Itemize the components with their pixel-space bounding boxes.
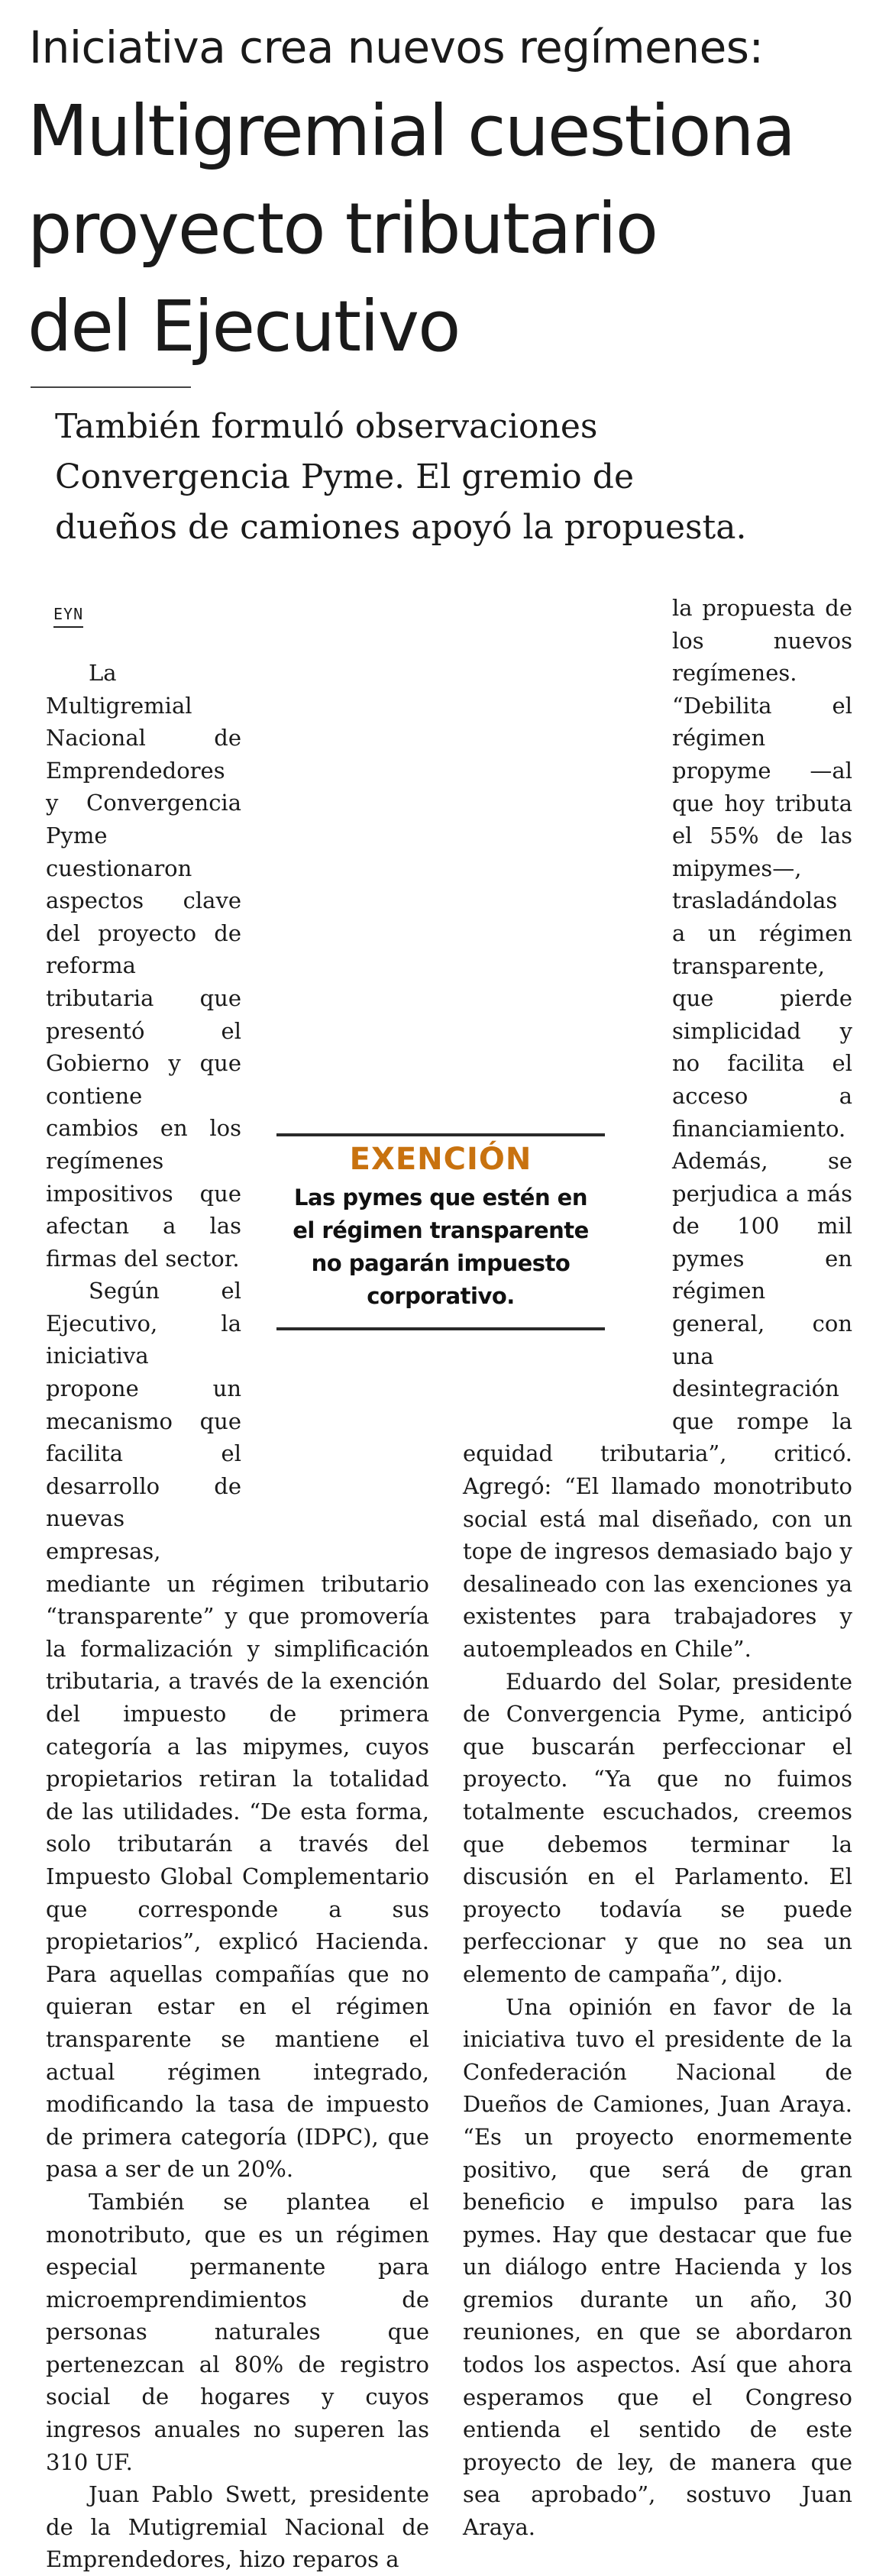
dek-line-1: También formuló observaciones — [55, 407, 598, 446]
kicker: Iniciativa crea nuevos regímenes: — [29, 21, 764, 73]
paragraph: También se plantea el monotributo, que es un régimen especial permanente para microemprendimientos de personas naturales que pertenezcan al 80% de registro social de hogares y cuyos ingresos anuales no superen las 310 UF. — [46, 2188, 429, 2475]
pullquote-line-2: el régimen transparente — [293, 1217, 589, 1243]
paragraph: La Multigremial Nacional de Emprendedores y Convergencia Pyme cuestionaron aspectos clave del proyecto de reforma tributaria que presentó el Gobierno y que contiene cambios en los regímenes impositivos que afectan a las firmas del sector. — [46, 660, 241, 1272]
dek-line-3: dueños de camiones apoyó la propuesta. — [55, 508, 747, 547]
paragraph: Eduardo del Solar, presidente de Convergencia Pyme, anticipó que buscarán perfeccionar el proyecto. “Ya que no fuimos totalmente escuchados, creemos que debemos terminar la discusión en el Parlamento. El proyecto todavía se puede perfeccionar y que no sea un elemento de campaña”, dijo. — [463, 1668, 852, 1987]
body-column-right — [463, 592, 852, 2541]
paragraph: Una opinión en favor de la iniciativa tuvo el presidente de la Confederación Nacional de Dueños de Camiones, Juan Araya. “Es un proyecto enormemente positivo, que será de gran beneficio e impulso para las pymes. Hay que destacar que fue un diálogo entre Hacienda y los gremios durante un año, 30 reuniones, en que se abordaron todos los aspectos. Así que ahora esperamos que el Congreso entienda el sentido de este proyecto de ley, de manera que sea aprobado”, sostuvo Juan Araya. — [463, 1993, 852, 2541]
paragraph: Juan Pablo Swett, presidente de la Mutigremial Nacional de Emprendedores, hizo reparos a — [46, 2481, 429, 2573]
paragraph: Según el Ejecutivo, la iniciativa propone un mecanismo que facilita el desarrollo de nuevas empresas, mediante un régimen tributario “transparente” y que promovería la formalización y simplificación tributaria, a través de la exención del impuesto de primera categoría a las mipymes, cuyos propietarios retiran la totalidad de las utilidades. “De esta forma, solo tributarán a través del Impuesto Global Complementario que corresponde a sus propietarios”, explicó Hacienda. Para aquellas compañías que no quieran estar en el régimen transparente se mantiene el actual régimen integrado, modificando la tasa de impuesto de primera categoría (IDPC), que pasa a ser de un 20%. — [46, 1278, 429, 2183]
headline — [27, 82, 875, 376]
pullquote-label: EXENCIÓN — [349, 1142, 532, 1177]
divider — [31, 386, 191, 388]
body-column-left — [46, 657, 429, 2573]
pullquote-line-1: Las pymes que estén en — [294, 1185, 587, 1210]
headline-line-3: del Ejecutivo — [27, 286, 460, 367]
headline-line-2: proyecto tributario — [27, 188, 658, 270]
headline-line-1: Multigremial cuestiona — [27, 90, 795, 172]
dek — [55, 402, 865, 553]
paragraph: la propuesta de los nuevos regímenes. “Debilita el régimen propyme —al que hoy tributa el 55% de las mipymes—, trasladándolas a un régimen transparente, que pierde simplicidad y no facilita el acceso a financiamiento. Además, se perjudica a más de 100 mil pymes en régimen general, con una desintegración que rompe la equidad tributaria”, criticó. Agregó: “El llamado monotributo social está mal diseñado, con un tope de ingresos demasiado bajo y desalineado con las exenciones ya existentes para trabajadores y autoempleados en Chile”. — [463, 595, 852, 1662]
pullquote-top-rule — [276, 1133, 605, 1136]
pullquote-line-4: corporativo. — [367, 1283, 515, 1309]
pullquote-box — [276, 1133, 605, 1330]
pullquote-line-3: no pagarán impuesto — [311, 1250, 571, 1276]
byline: EYN — [53, 603, 83, 628]
dek-line-2: Convergencia Pyme. El gremio de — [55, 457, 634, 496]
